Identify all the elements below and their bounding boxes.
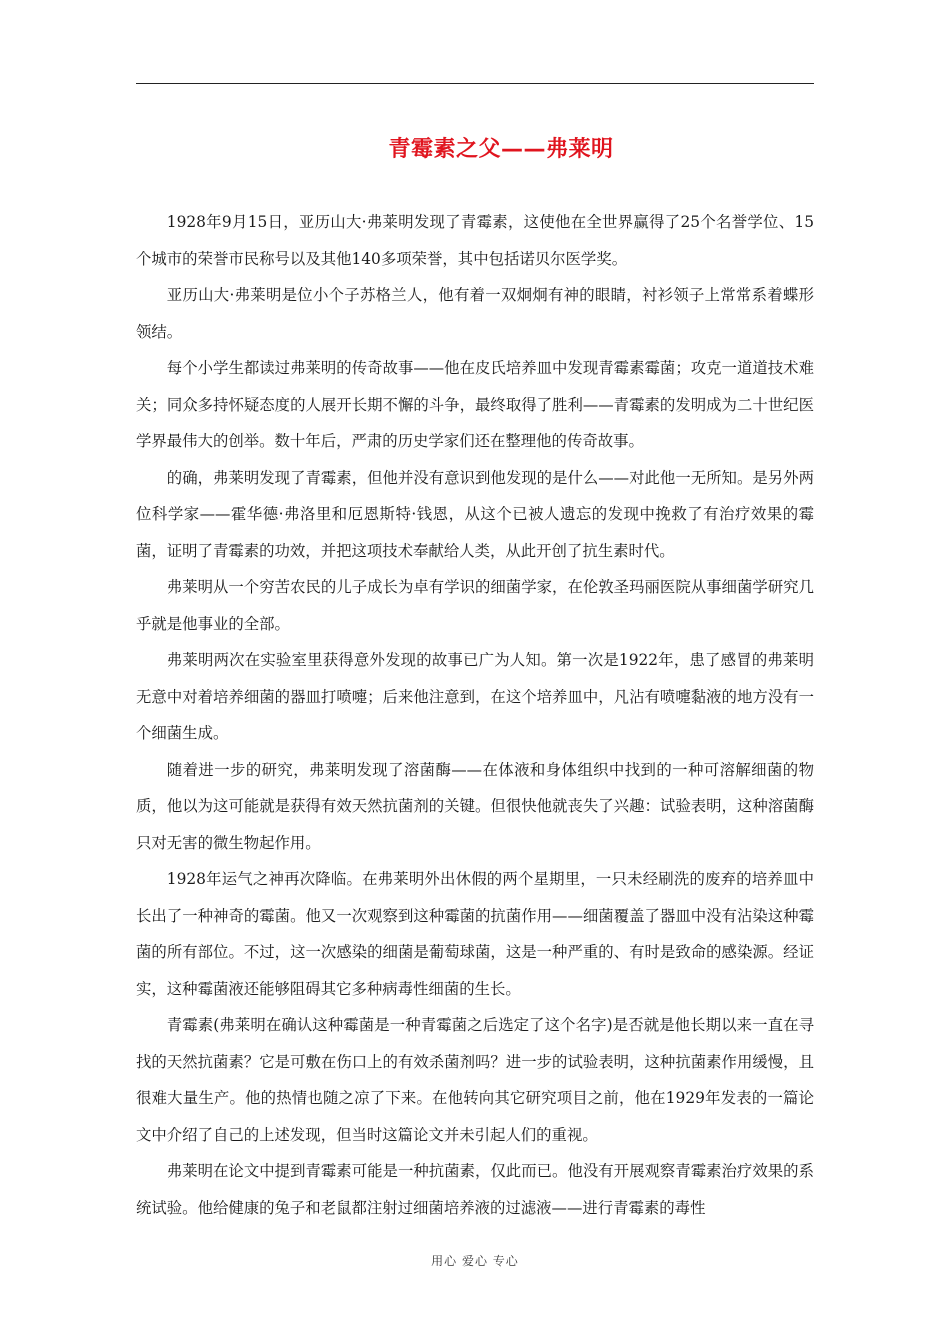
document-title: 青霉素之父——弗莱明	[388, 137, 614, 162]
paragraph: 弗莱明从一个穷苦农民的儿子成长为卓有学识的细菌学家，在伦敦圣玛丽医院从事细菌学研究几乎就是他事业的全部。	[136, 578, 814, 633]
paragraph: 弗莱明两次在实验室里获得意外发现的故事已广为人知。第一次是1922年，患了感冒的弗莱明无意中对着培养细菌的器皿打喷嚏；后来他注意到，在这个培养皿中，凡沾有喷嚏黏液的地方没有一个细菌生成。	[136, 651, 814, 742]
paragraph: 随着进一步的研究，弗莱明发现了溶菌酶——在体液和身体组织中找到的一种可溶解细菌的物质，他以为这可能就是获得有效天然抗菌剂的关键。但很快他就丧失了兴趣：试验表明，这种溶菌酶只对无害的微生物起作用。	[136, 760, 814, 852]
paragraph: 青霉素(弗莱明在确认这种霉菌是一种青霉菌之后选定了这个名字)是否就是他长期以来一直在寻找的天然抗菌素？它是可敷在伤口上的有效杀菌剂吗？进一步的试验表明，这种抗菌素作用缓慢，且很难大量生产。他的热情也随之凉了下来。在他转向其它研究项目之前，他在1929年发表的一篇论文中介绍了自己的上述发现，但当时这篇论文并未引起人们的重视。	[136, 1016, 814, 1144]
paragraph: 1928年运气之神再次降临。在弗莱明外出休假的两个星期里，一只未经刷洗的废弃的培养皿中长出了一种神奇的霉菌。他又一次观察到这种霉菌的抗菌作用——细菌覆盖了器皿中没有沾染这种霉菌的所有部位。不过，这一次感染的细菌是葡萄球菌，这是一种严重的、有时是致命的感染源。经证实，这种霉菌液还能够阻碍其它多种病毒性细菌的生长。	[136, 870, 814, 998]
paragraph: 亚历山大·弗莱明是位小个子苏格兰人，他有着一双炯炯有神的眼睛，衬衫领子上常常系着蝶形领结。	[136, 286, 814, 341]
header-rule	[136, 83, 814, 84]
paragraph: 1928年9月15日，亚历山大·弗莱明发现了青霉素，这使他在全世界赢得了25个名誉学位、15个城市的荣誉市民称号以及其他140多项荣誉，其中包括诺贝尔医学奖。	[136, 213, 814, 268]
paragraph: 每个小学生都读过弗莱明的传奇故事——他在皮氏培养皿中发现青霉素霉菌；攻克一道道技术难关；同众多持怀疑态度的人展开长期不懈的斗争，最终取得了胜利——青霉素的发明成为二十世纪医学界最伟大的创举。数十年后，严肃的历史学家们还在整理他的传奇故事。	[136, 359, 814, 450]
page-footer: 用心 爱心 专心	[431, 1254, 519, 1268]
paragraph: 的确，弗莱明发现了青霉素，但他并没有意识到他发现的是什么——对此他一无所知。是另外两位科学家——霍华德·弗洛里和厄恩斯特·钱恩，从这个已被人遗忘的发现中挽救了有治疗效果的霉菌，证明了青霉素的功效，并把这项技术奉献给人类，从此开创了抗生素时代。	[136, 468, 814, 560]
paragraph: 弗莱明在论文中提到青霉素可能是一种抗菌素，仅此而已。他没有开展观察青霉素治疗效果的系统试验。他给健康的兔子和老鼠都注射过细菌培养液的过滤液——进行青霉素的毒性	[136, 1162, 814, 1217]
document-body	[136, 204, 814, 1226]
